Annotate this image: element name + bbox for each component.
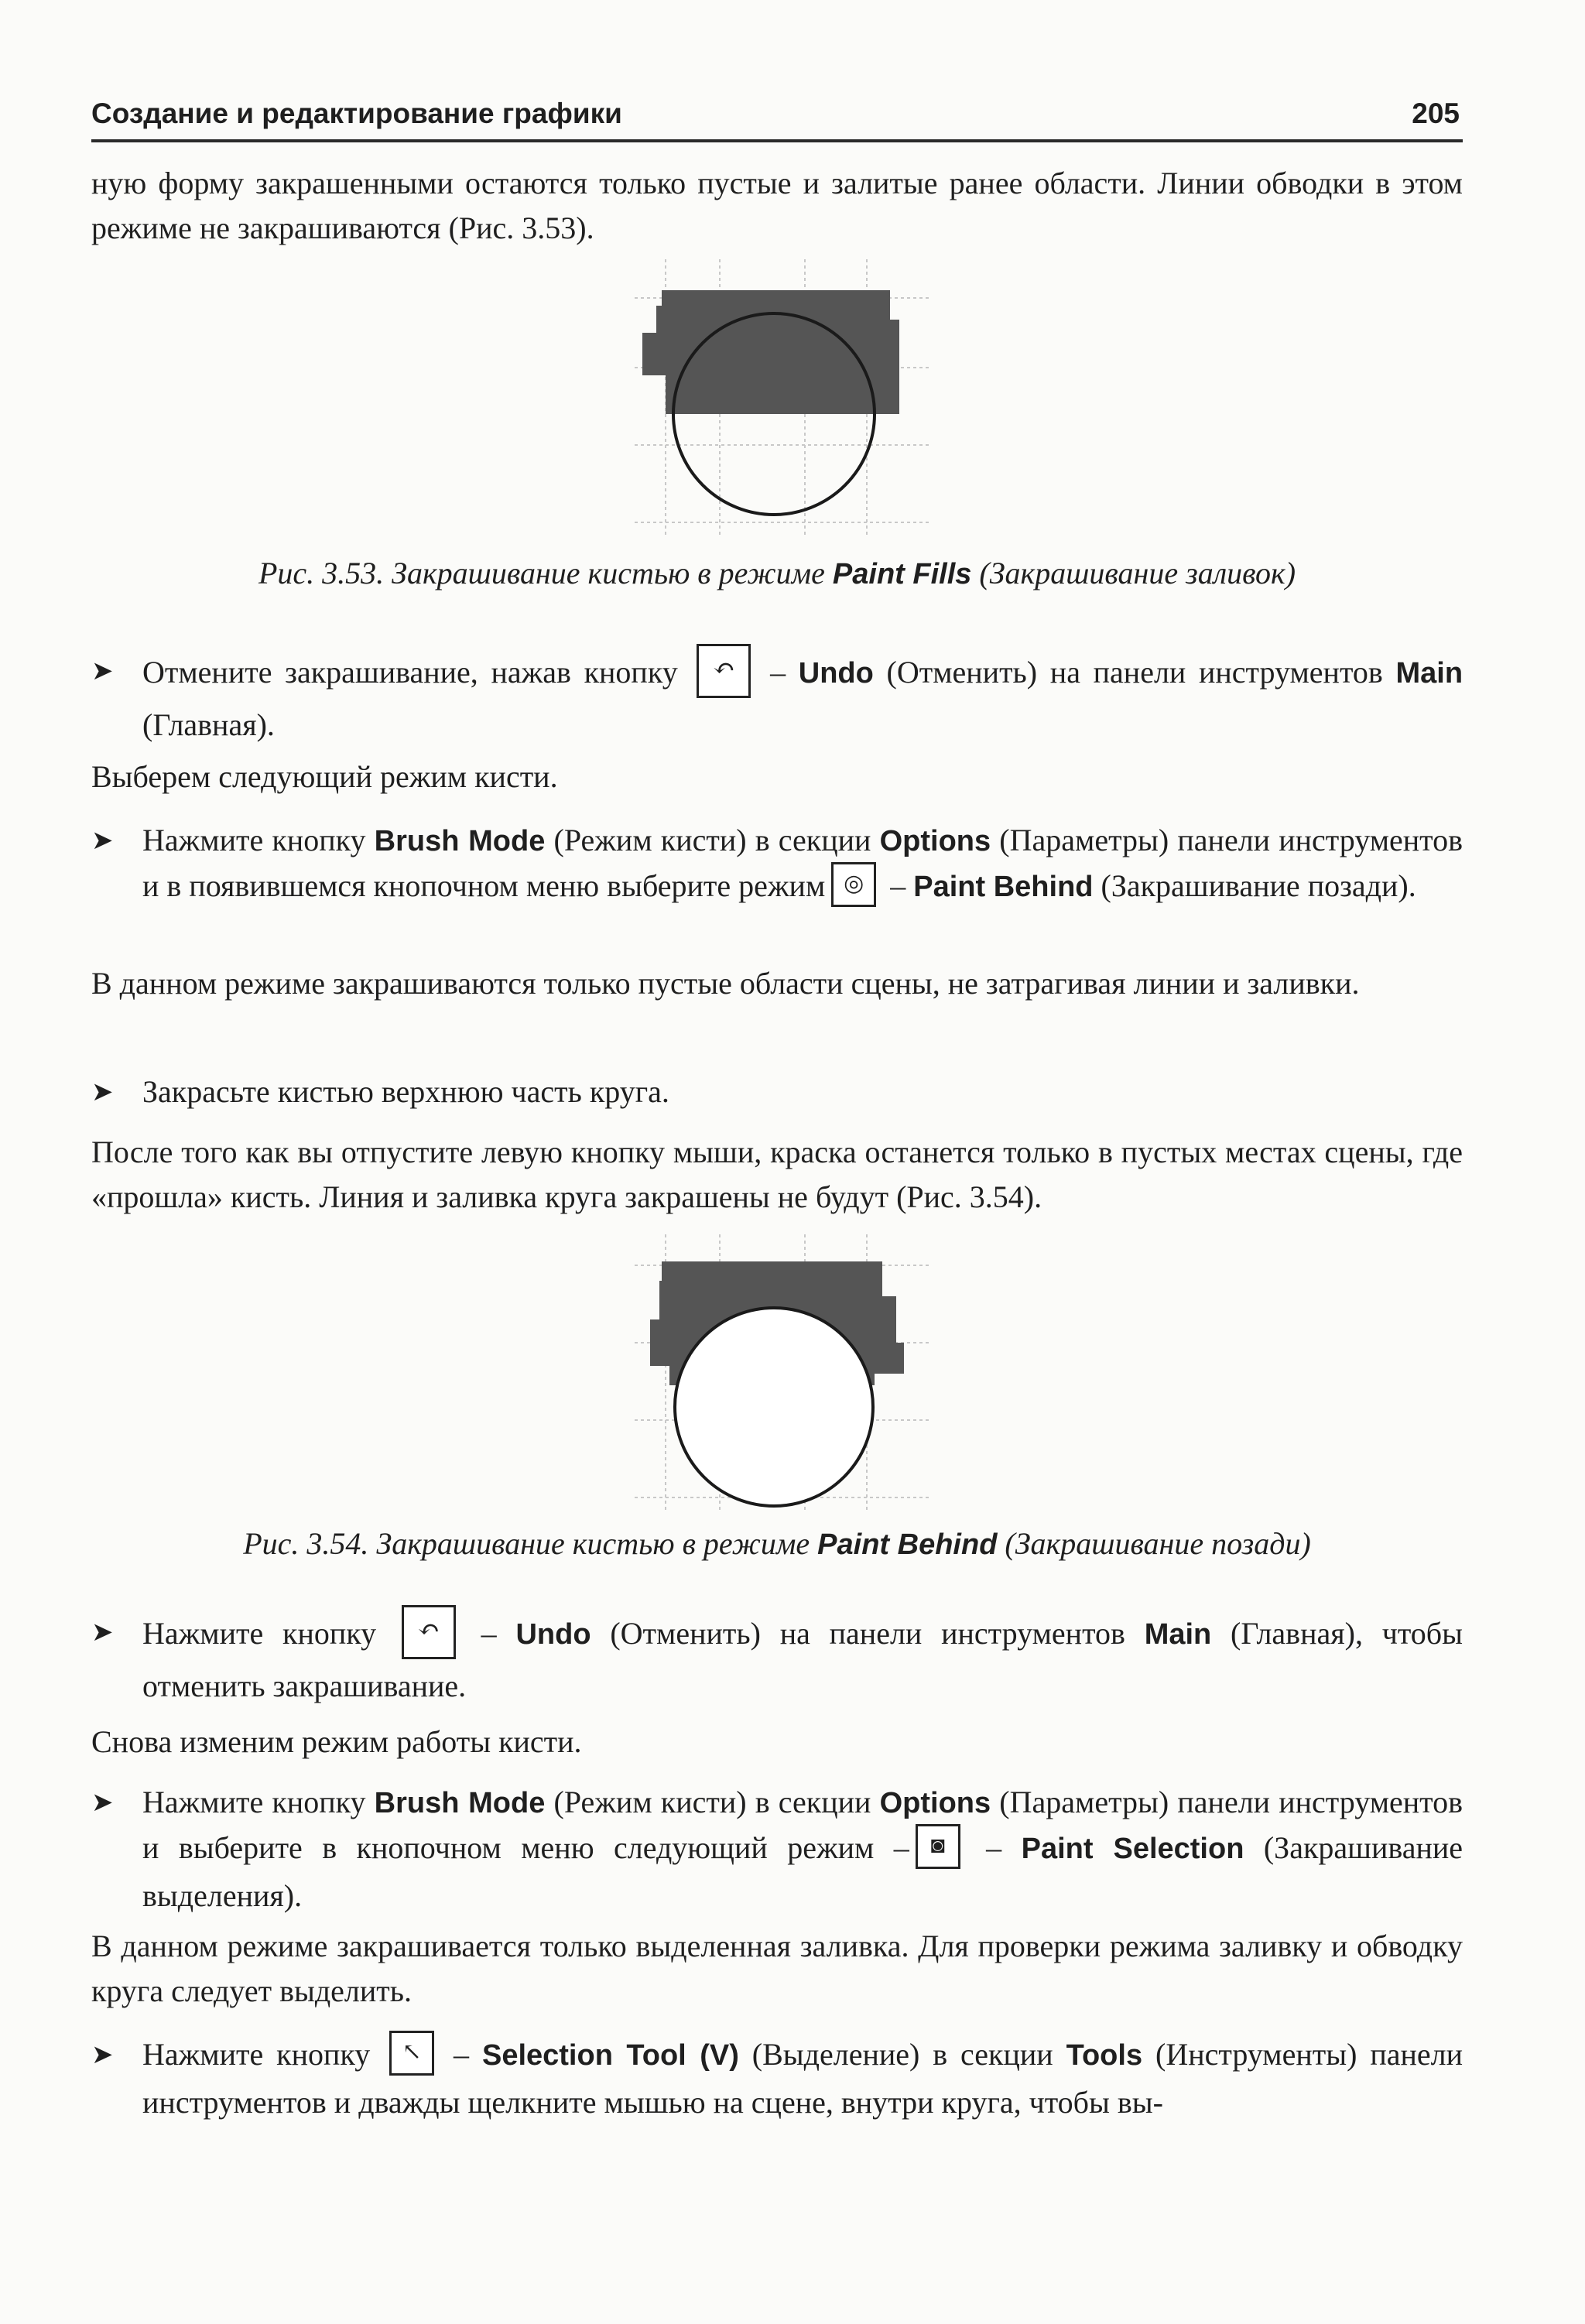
paragraph-3: В данном режиме закрашиваются только пустые области сцены, не затрагивая линии и заливки. xyxy=(91,966,1360,1001)
bullet-text: Нажмите кнопку xyxy=(142,2037,371,2072)
bullet-text: (Главная). xyxy=(142,707,275,742)
caption-suffix: (Закрашивание заливок) xyxy=(971,556,1296,590)
bullet-marker: ➤ xyxy=(91,655,114,686)
main-label: Main xyxy=(1144,1618,1212,1651)
bullet-text: (Выделение) в секции xyxy=(738,2037,1066,2072)
tools-label: Tools xyxy=(1066,2039,1143,2072)
figure-3-53 xyxy=(619,259,929,538)
selection-arrow-icon[interactable]: ↖ xyxy=(389,2031,434,2076)
dash: – xyxy=(966,1830,1022,1865)
bullet-undo-2 xyxy=(91,1610,1463,1709)
bullet-text: (Режим кисти) в секции xyxy=(545,1785,880,1819)
options-label: Options xyxy=(879,1787,991,1819)
chapter-title: Создание и редактирование графики xyxy=(91,98,622,129)
bullet-undo-1 xyxy=(91,649,1463,748)
bullet-text: Нажмите кнопку xyxy=(142,823,375,857)
brush-mode-label: Brush Mode xyxy=(374,825,546,857)
bullet-text: (Закрашивание выделения). xyxy=(142,1830,1463,1913)
brush-mode-label: Brush Mode xyxy=(374,1787,546,1819)
bullet-marker: ➤ xyxy=(91,1076,114,1107)
bullet-text: Нажмите кнопку xyxy=(142,1785,375,1819)
dash: – xyxy=(440,2037,482,2072)
caption-suffix: (Закрашивание позади) xyxy=(997,1526,1311,1561)
bullet-text: (Параметры) панели инструментов и выберите в кнопочном меню следующий режим – xyxy=(142,1785,1463,1865)
options-label: Options xyxy=(879,825,991,857)
bullet-text: Закрасьте кистью верхнюю часть круга. xyxy=(142,1074,669,1109)
bullet-text: (Инструменты) панели инструментов и дважды щелкните мышью на сцене, внутри круга, чтобы вы- xyxy=(142,2037,1463,2120)
figure-3-54 xyxy=(619,1234,929,1513)
paint-behind-label: Paint Behind xyxy=(913,871,1094,903)
paint-selection-label: Paint Selection xyxy=(1021,1833,1244,1865)
running-header xyxy=(91,93,1463,142)
bullet-marker: ➤ xyxy=(91,2039,114,2070)
paragraph-5: Снова изменим режим работы кисти. xyxy=(91,1724,582,1759)
page-number: 205 xyxy=(1412,98,1460,129)
paragraph-4: После того как вы отпустите левую кнопку мыши, краска останется только в пустых местах сцены, где «прошла» кисть. Линия и заливка круга закрашены не будут (Рис. 3.54). xyxy=(91,1135,1463,1214)
caption-text: Рис. 3.54. Закрашивание кистью в режиме xyxy=(243,1526,818,1561)
undo-icon[interactable]: ↶ xyxy=(697,644,751,698)
bullet-text: (Параметры) панели инструментов и в появившемся кнопочном меню выберите режим xyxy=(142,823,1463,903)
paint-selection-icon[interactable]: ◙ xyxy=(916,1824,960,1869)
undo-label: Undo xyxy=(515,1618,591,1651)
bullet-text: (Отменить) на панели инструментов xyxy=(873,655,1396,690)
bullet-brush-mode-1 xyxy=(91,818,1463,912)
undo-label: Undo xyxy=(798,657,874,690)
dash: – xyxy=(882,868,914,903)
dash: – xyxy=(461,1616,516,1651)
caption-3-54 xyxy=(91,1521,1463,1567)
circle-outline xyxy=(675,1308,873,1506)
bullet-text: (Закрашивание позади). xyxy=(1093,868,1416,903)
caption-text: Рис. 3.53. Закрашивание кистью в режиме xyxy=(258,556,833,590)
paragraph-6: В данном режиме закрашивается только выделенная заливка. Для проверки режима заливку и обводку круга следует выделить. xyxy=(91,1929,1463,2008)
bullet-text: (Главная), чтобы отменить закрашивание. xyxy=(142,1616,1463,1703)
paragraph-2: Выберем следующий режим кисти. xyxy=(91,759,558,794)
main-label: Main xyxy=(1395,657,1463,690)
bullet-selection-tool xyxy=(91,2032,1463,2125)
caption-mode: Paint Behind xyxy=(817,1528,998,1561)
bullet-marker: ➤ xyxy=(91,825,114,856)
caption-3-53 xyxy=(91,551,1463,597)
bullet-paint-top xyxy=(91,1070,1463,1114)
bullet-marker: ➤ xyxy=(91,1787,114,1818)
paragraph-1: ную форму закрашенными остаются только пустые и залитые ранее области. Линии обводки в этом режиме не закрашиваются (Рис. 3.53). xyxy=(91,166,1463,245)
paint-behind-icon[interactable]: ◎ xyxy=(831,862,876,907)
selection-tool-label: Selection Tool (V) xyxy=(481,2039,739,2072)
bullet-text: Нажмите кнопку xyxy=(142,1616,377,1651)
bullet-marker: ➤ xyxy=(91,1617,114,1648)
caption-mode: Paint Fills xyxy=(832,558,972,590)
bullet-brush-mode-2 xyxy=(91,1780,1463,1918)
bullet-text: (Отменить) на панели инструментов xyxy=(591,1616,1145,1651)
bullet-text: (Режим кисти) в секции xyxy=(545,823,880,857)
dash: – xyxy=(757,655,799,690)
undo-icon[interactable]: ↶ xyxy=(402,1605,456,1659)
bullet-text: Отмените закрашивание, нажав кнопку xyxy=(142,655,678,690)
